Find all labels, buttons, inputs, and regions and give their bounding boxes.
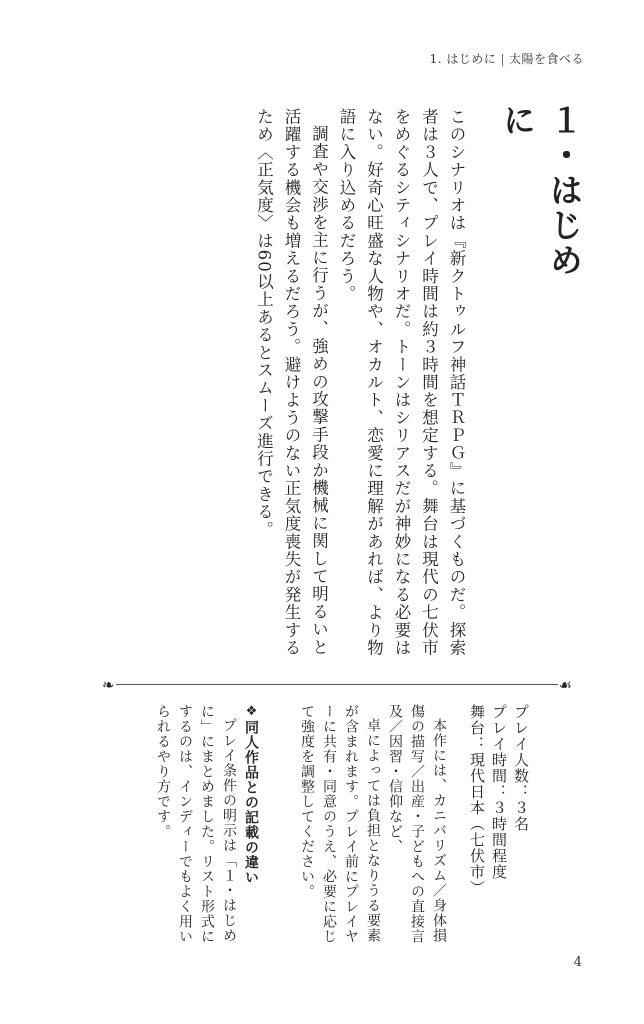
doujin-heading-text: 同人作品との記載の違い (243, 720, 259, 885)
body-paragraph: 調査や交渉を主に行うが、強めの攻撃手段か機械に関して明るいと活躍する機会も増えるだろう。避けようのない正気度喪失が発生するため〈正気度〉は60以上あるとスムーズ進行できる。 (254, 108, 329, 657)
running-header (430, 50, 584, 67)
ornamental-divider (102, 676, 572, 694)
content-warning (290, 704, 450, 950)
info-setting: 舞台：現代日本（七伏市） (468, 704, 486, 896)
play-info (466, 704, 532, 904)
doujin-note (140, 704, 262, 950)
doujin-text: プレイ条件の明示は「１・はじめに」にまとめました。リスト形式にするのは、インディーでもよく用いられるやり方です。 (155, 704, 237, 944)
body-paragraph: このシナリオは『新クトゥルフ神話ＴＲＰＧ』に基づくものだ。探索者は３人で、プレイ時間は約３時間を想定する。舞台は現代の七伏市をめぐるシティシナリオだ。トーンはシリアスだが神妙になる必要はない。好奇心旺盛な人物や、オカルト、恋愛に理解があれば、より物語に入り込めるだろう。 (337, 108, 466, 657)
diamond-bullet-icon: ❖ (244, 704, 259, 720)
info-players: プレイ人数：３名 (512, 704, 530, 832)
warning-paragraph: 本作には、カニバリズム／身体損傷の描写／出産・子どもへの直接言及／因習・信仰など、 (387, 704, 447, 944)
header-chapter: 1. はじめに (429, 52, 497, 66)
divider-line (116, 684, 558, 685)
info-play-time: プレイ時間：３時間程度 (490, 704, 508, 880)
main-body (252, 108, 470, 668)
header-book-title: 太陽を食べる (508, 52, 584, 66)
fleuron-left-icon: ❧ (102, 676, 115, 694)
header-separator: | (500, 52, 505, 66)
chapter-title: １・はじめに (498, 103, 584, 278)
page-number: 4 (573, 955, 582, 970)
fleuron-right-icon: ☙ (558, 676, 572, 694)
doujin-heading (240, 704, 262, 950)
warning-paragraph: 卓によっては負担となりうる要素が含まれます。プレイ前にプレイヤーに共有・同意のうえ、必要に応じて強度を調整してください。 (299, 704, 381, 944)
